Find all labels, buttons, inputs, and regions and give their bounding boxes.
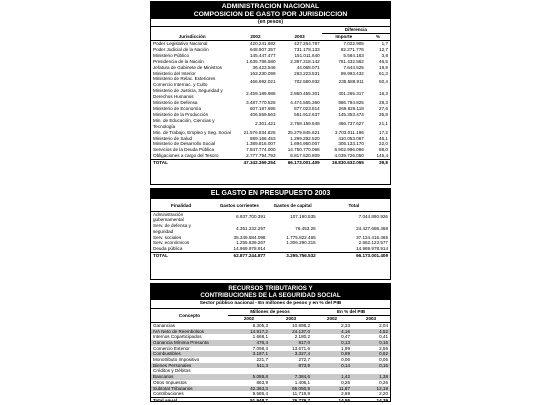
- cell-value: 0,16: [379, 362, 389, 368]
- cell-value: 863,9: [256, 379, 268, 385]
- cell-value: 817,0: [298, 339, 311, 345]
- cell-value: 1,99: [341, 345, 351, 351]
- row-label: Serv. económicos: [153, 240, 190, 246]
- budget-total-row: [151, 253, 390, 259]
- cell-value: 0,06: [341, 357, 351, 363]
- cell-value: 476,4: [256, 339, 268, 345]
- cell-value: 5.088,8: [252, 374, 268, 380]
- cell-value: 14.917,2: [250, 328, 268, 334]
- cell-value: 1.775.822.465: [286, 234, 316, 240]
- row-label: Subtotal Tributarios: [153, 385, 193, 391]
- cell-value: 145.353.474: [338, 111, 364, 117]
- cell-value: 14.969.978.914: [233, 246, 266, 252]
- cell-value: 889.166.453: [249, 135, 276, 141]
- total-2002: 47.342.369.254: [233, 160, 277, 166]
- cell-value: 0,47: [341, 334, 351, 340]
- tax-group-header-row: [151, 309, 390, 315]
- budget-total-label: TOTAL: [151, 253, 211, 259]
- row-label: Combustibles: [153, 351, 181, 357]
- cell-value: 151.011.640: [294, 52, 320, 58]
- table-row: [151, 223, 390, 235]
- cell-value: 1.406,1: [294, 379, 311, 385]
- cell-value: 7.022.905: [343, 41, 364, 46]
- jurisdiction-expense-table-panel: [150, 1, 391, 185]
- cell-value: 12,19: [376, 385, 389, 391]
- tax-resources-table: [151, 309, 390, 403]
- cell-value: 7.098,4: [252, 345, 268, 351]
- row-label: Créditos y Débitos: [153, 368, 191, 374]
- row-label: Monotributo Impositivo: [153, 357, 200, 363]
- cell-value: 1.299.292.520: [290, 135, 320, 141]
- row-label: Bienes Personales: [153, 362, 192, 368]
- cell-value: 82.271.776: [340, 46, 364, 52]
- total-row: [151, 160, 390, 166]
- row-label: Servicios de la Deuda Pública: [153, 147, 215, 153]
- tax-resources-title: [151, 284, 390, 300]
- budget-expense-title: EL GASTO EN PRESUPUESTO 2003: [151, 189, 390, 199]
- cell-value: 272,7: [298, 357, 311, 363]
- row-label: Ganancias: [153, 322, 175, 328]
- cell-value: 551.912.637: [294, 111, 320, 117]
- cell-value: 221,7: [256, 357, 268, 363]
- cell-value: 17,2: [379, 129, 388, 135]
- cell-value: 16,3: [379, 91, 388, 97]
- row-label: Poder Judicial de la Nación: [153, 46, 209, 52]
- row-label: Ministerio de Economía: [153, 105, 202, 111]
- cell-value: 7.384,6: [294, 374, 311, 380]
- col-header-amount: Importe: [322, 34, 366, 41]
- cell-value: 2.777.794.793: [246, 153, 276, 159]
- cell-value: 3.327,4: [294, 351, 311, 357]
- cell-value: 22,0: [379, 141, 388, 147]
- row-label: Internos Coparticipados: [153, 334, 202, 340]
- cell-value: 305.133.170: [338, 141, 364, 147]
- tax-resources-body: [151, 322, 390, 397]
- cell-value: 7.847.774.000: [246, 147, 276, 153]
- tax-total-gdp-2003: 14,39: [352, 397, 390, 403]
- cell-value: 7.044.890.926: [358, 214, 388, 220]
- col-header-percent: %: [366, 34, 390, 41]
- row-label: Min. de Trabajo, Empleo y Seg. Social: [153, 129, 231, 135]
- cell-value: 0,25: [341, 379, 351, 385]
- cell-value: 1.694.950.007: [290, 141, 320, 147]
- cell-value: 6.902.996.066: [334, 147, 364, 153]
- cell-value: 401.265.317: [338, 91, 364, 97]
- cell-value: 511,3: [256, 362, 268, 368]
- cell-value: 14.969.978.914: [356, 246, 388, 252]
- tax-total-label: Total anual: [151, 397, 228, 403]
- cell-value: 2.397.218.142: [290, 58, 320, 64]
- cell-value: 50,4: [379, 79, 388, 85]
- row-label: Comercio Exterior: [153, 345, 190, 351]
- budget-total-capital: 3.295.756.532: [267, 253, 317, 259]
- total-percent: 39,8: [366, 160, 390, 166]
- title-line-1: ADMINISTRACION NACIONAL: [221, 3, 320, 10]
- cell-value: 36.423.546: [252, 64, 276, 70]
- tax-total-row: [151, 397, 390, 403]
- col-header-purpose: Finalidad: [151, 203, 211, 211]
- cell-value: 76.453.25: [295, 225, 316, 231]
- total-2003: 66.173.001.409: [278, 160, 322, 166]
- cell-value: 269.826.119: [338, 105, 364, 111]
- col-header-2002: 2002: [233, 34, 277, 41]
- budget-expense-body: [151, 211, 390, 253]
- cell-value: 2,20: [379, 391, 389, 397]
- cell-value: 4,52: [379, 328, 389, 334]
- tax-total-gdp-2002: 14,55: [312, 397, 352, 403]
- cell-value: 2.768.159.648: [290, 120, 320, 126]
- cell-value: 1.389.816.007: [246, 141, 276, 147]
- cell-value: 873,9: [298, 362, 311, 368]
- table-row: [151, 153, 390, 159]
- budget-expense-panel: [150, 188, 391, 280]
- col-header-current-expenses: Gastos corrientes: [211, 203, 267, 211]
- tax-total-millions-2002: 51.948,7: [228, 397, 270, 403]
- table-row: [151, 65, 390, 71]
- cell-value: 731.178.133: [294, 46, 320, 52]
- cell-value: 877.023.814: [294, 105, 320, 111]
- budget-total-current: 62.877.244.877: [211, 253, 267, 259]
- col-header-year: 2002: [312, 316, 352, 323]
- cell-value: 35,8: [379, 111, 388, 117]
- row-label: Contribuciones: [153, 391, 184, 397]
- cell-value: 2.459.189.986: [246, 91, 276, 97]
- cell-value: 88,0: [379, 147, 388, 153]
- cell-value: 607.197.695: [249, 105, 276, 111]
- cell-value: 11,87: [338, 385, 351, 391]
- row-label: Ministerio de Desarrollo Social: [153, 141, 216, 147]
- column-header-row: [151, 34, 390, 41]
- table-row: [151, 88, 390, 100]
- col-header-capital-expenses: Gastos de capital: [267, 203, 317, 211]
- row-label: Jefatura de Gabinete de Ministros: [153, 64, 222, 70]
- cell-value: 145.447.477: [249, 52, 276, 58]
- cell-value: 5.564.163: [343, 52, 364, 58]
- cell-value: 28,3: [379, 100, 388, 106]
- row-label: Min. de Educación, Ciencias y Tecnología: [153, 117, 215, 129]
- cell-value: 44.068.071: [296, 64, 320, 70]
- jurisdiction-table-body: [151, 41, 390, 160]
- row-label: IVA Neto de Reembolsos: [153, 328, 204, 334]
- cell-value: 3,8: [381, 52, 388, 58]
- col-group-millions: Millones de pesos: [228, 309, 312, 315]
- cell-value: 1,38: [379, 374, 389, 380]
- cell-value: 0,05: [379, 357, 389, 363]
- title-line-1: RECURSOS TRIBUTARIOS Y: [228, 285, 313, 292]
- cell-value: 12,7: [379, 46, 388, 52]
- cell-value: 25.279.845.621: [287, 129, 320, 135]
- cell-value: 0,15: [379, 339, 389, 345]
- row-label: Administración gubernamental: [153, 211, 184, 223]
- cell-value: 761.432.562: [338, 58, 364, 64]
- cell-value: 420.241.682: [249, 41, 276, 46]
- cell-value: 9.586,4: [252, 391, 268, 397]
- cell-value: 0,41: [379, 334, 389, 340]
- cell-value: 4.039.726.050: [334, 153, 364, 159]
- cell-value: 3.487.770.526: [246, 100, 276, 106]
- cell-value: 24.137,0: [292, 328, 311, 334]
- cell-value: 99.993.432: [340, 70, 364, 76]
- table-row: [151, 118, 390, 130]
- table-row: [151, 106, 390, 112]
- row-label: Ministerio de Relac. Exteriores Comercio Internac. y Culto: [153, 76, 216, 88]
- budget-expense-table: [151, 203, 390, 259]
- col-header-year: 2003: [270, 316, 312, 323]
- col-header-2003: 2003: [278, 34, 322, 41]
- cell-value: 406.559.563: [249, 111, 276, 117]
- jurisdiction-table: [151, 27, 390, 166]
- row-label: Ministerio Público: [153, 52, 189, 58]
- cell-value: 46,1: [379, 135, 388, 141]
- total-difference: 18.830.632.055: [322, 160, 366, 166]
- col-header-year: 2002: [228, 316, 270, 323]
- cell-value: 1.668,1: [252, 334, 268, 340]
- cell-value: 466.737.627: [338, 120, 364, 126]
- row-label: Presidencia de la Nación: [153, 58, 204, 64]
- col-header-jurisdiction: Jurisdicción: [151, 34, 233, 41]
- cell-value: 8.305,3: [252, 322, 268, 328]
- cell-value: 1.255.839.267: [236, 240, 266, 246]
- cell-value: 0,62: [379, 351, 389, 357]
- col-header-total: Total: [318, 203, 390, 211]
- row-label: Ganancia Mínima Presunta: [153, 339, 209, 345]
- jurisdiction-table-subtitle: (en pesos): [151, 19, 390, 27]
- title-line-2: CONTRIBUCIONES DE LA SEGURIDAD SOCIAL: [200, 292, 341, 300]
- cell-value: 46,5: [379, 58, 388, 64]
- cell-value: 1,42: [341, 374, 351, 380]
- row-label: Serv. sociales: [153, 234, 182, 240]
- tax-total-millions-2003: 76.779,7: [270, 397, 312, 403]
- budget-header-row: [151, 203, 390, 211]
- table-row: [151, 53, 390, 59]
- row-label: Obligaciones a cargo del Tesoro: [153, 153, 219, 159]
- cell-value: 14.750.770.066: [287, 147, 320, 153]
- cell-value: 61,3: [379, 70, 388, 76]
- cell-value: 2,69: [341, 391, 351, 397]
- cell-value: 2.860.455.301: [290, 91, 320, 97]
- cell-value: 107.190.535: [290, 214, 316, 220]
- table-row: [151, 130, 390, 136]
- cell-value: 702.580.932: [294, 79, 320, 85]
- row-label: Ministerio del Interior: [153, 70, 196, 76]
- col-header-year: 2003: [352, 316, 390, 323]
- cell-value: 2.301.421: [255, 120, 276, 126]
- cell-value: 427.264.787: [294, 41, 320, 46]
- row-label: Ministerio de Defensa: [153, 100, 198, 106]
- cell-value: 2,56: [379, 345, 389, 351]
- table-row: [151, 59, 390, 65]
- cell-value: 2,04: [379, 322, 389, 328]
- cell-value: 13.671,6: [292, 345, 311, 351]
- cell-value: 6.817.520.809: [290, 153, 320, 159]
- cell-value: 19,9: [379, 64, 388, 70]
- col-group-gdp-percent: En % del PIB: [312, 309, 390, 315]
- tax-resources-panel: [150, 283, 391, 402]
- cell-value: 648.907.357: [249, 46, 276, 52]
- table-row: [151, 112, 390, 118]
- title-line-2: COMPOSICION DE GASTO POR JURISDICCION: [193, 10, 348, 18]
- cell-value: 2.562.123.577: [358, 240, 388, 246]
- cell-value: 410.053.067: [338, 135, 364, 141]
- cell-value: 6.937.700.391: [236, 214, 266, 220]
- cell-value: 163.230.099: [249, 70, 276, 76]
- row-label: Otros Impuestos: [153, 379, 187, 385]
- cell-value: 1,7: [381, 41, 388, 46]
- row-label: Ministerio de Justicia, Seguridad y Derechos Humanos: [153, 88, 223, 100]
- cell-value: 24.427.686.468: [356, 225, 388, 231]
- cell-value: 2,33: [341, 322, 351, 328]
- tax-resources-subtitle: Sector público nacional - En millones de pesos y en % del PIB: [151, 300, 390, 309]
- row-label: Ministerio de Salud: [153, 135, 193, 141]
- cell-value: 35.349.584.098: [233, 234, 266, 240]
- cell-value: 37.124.416.465: [356, 234, 388, 240]
- cell-value: 986.794.825: [338, 100, 364, 106]
- cell-value: 145,4: [376, 153, 388, 159]
- jurisdiction-table-title: [151, 2, 390, 19]
- budget-total-all: 66.173.001.409: [318, 253, 390, 259]
- cell-value: 21.576.834.825: [243, 129, 276, 135]
- table-row: [151, 76, 390, 88]
- cell-value: 3.187,1: [252, 351, 268, 357]
- total-label: TOTAL: [151, 160, 233, 166]
- difference-header: Diferencia: [322, 27, 390, 33]
- col-header-concept: Concepto: [151, 309, 228, 322]
- cell-value: 4.351.232.297: [236, 225, 266, 231]
- cell-value: 1.635.786.580: [246, 58, 276, 64]
- row-label: Serv. de defensa y seguridad: [153, 223, 191, 234]
- cell-value: 3.703.011.196: [334, 129, 364, 135]
- cell-value: 1.306.290.315: [286, 240, 316, 246]
- row-label: Bancarios: [153, 374, 174, 380]
- cell-value: 0,14: [341, 362, 351, 368]
- cell-value: 235.588.911: [338, 79, 364, 85]
- row-label: Poder Legislativo Nacional: [153, 41, 208, 46]
- cell-value: 2.180,2: [294, 334, 311, 340]
- cell-value: 263.223.531: [294, 70, 320, 76]
- row-label: Deuda pública: [153, 246, 183, 252]
- cell-value: 7.644.525: [343, 64, 364, 70]
- cell-value: 65.050,8: [292, 385, 311, 391]
- cell-value: 0,13: [341, 339, 351, 345]
- cell-value: 11.719,9: [292, 391, 311, 397]
- table-row: [151, 47, 390, 53]
- cell-value: 466.992.021: [249, 79, 276, 85]
- cell-value: 0,89: [341, 351, 351, 357]
- cell-value: 42.363,3: [250, 385, 268, 391]
- row-label: Ministerio de la Producción: [153, 111, 209, 117]
- cell-value: 4.474.565.360: [290, 100, 320, 106]
- table-row: [151, 41, 390, 47]
- cell-value: 21,1: [379, 120, 388, 126]
- cell-value: 10.898,2: [292, 322, 311, 328]
- cell-value: 0,26: [379, 379, 389, 385]
- cell-value: 27,6: [379, 105, 388, 111]
- cell-value: 4,16: [341, 328, 351, 334]
- table-row: [151, 211, 390, 223]
